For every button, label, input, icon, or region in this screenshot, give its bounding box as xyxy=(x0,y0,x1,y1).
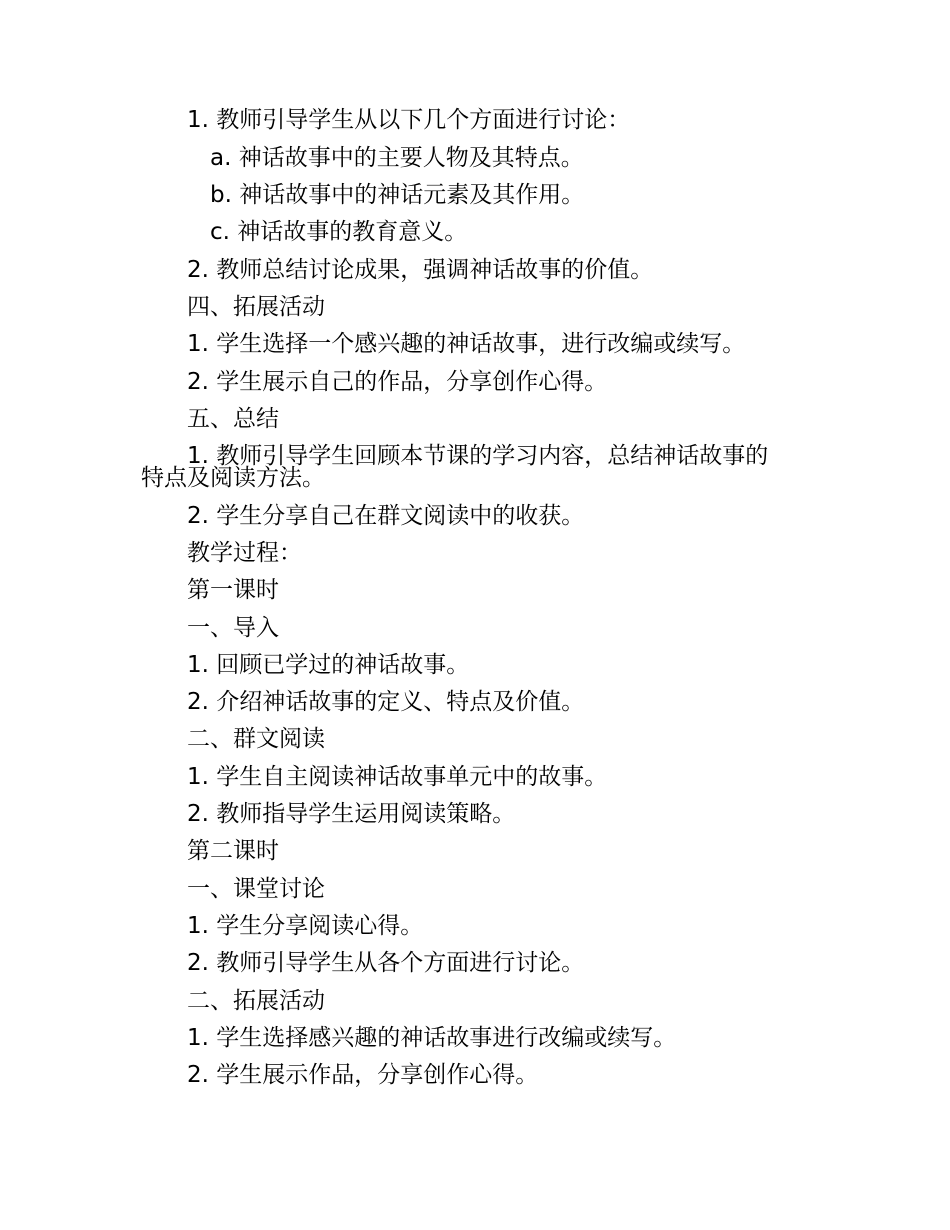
text-line: 1. 学生选择一个感兴趣的神话故事，进行改编或续写。 xyxy=(187,331,746,357)
text-line: 1. 学生自主阅读神话故事单元中的故事。 xyxy=(187,764,608,790)
text-line: 2. 学生分享自己在群文阅读中的收获。 xyxy=(187,503,585,529)
text-line: c. 神话故事的教育意义。 xyxy=(210,219,468,245)
section-heading: 二、群文阅读 xyxy=(187,726,325,752)
section-heading: 二、拓展活动 xyxy=(187,988,325,1014)
text-line: 1. 学生分享阅读心得。 xyxy=(187,913,424,939)
text-line-continuation: 特点及阅读方法。 xyxy=(141,465,325,491)
text-line: 1. 学生选择感兴趣的神话故事进行改编或续写。 xyxy=(187,1025,677,1051)
section-heading: 四、拓展活动 xyxy=(187,294,325,320)
section-heading: 第二课时 xyxy=(187,838,279,864)
text-line: 1. 教师引导学生从以下几个方面进行讨论： xyxy=(187,107,631,133)
text-line: 1. 回顾已学过的神话故事。 xyxy=(187,652,470,678)
section-heading: 五、总结 xyxy=(187,406,279,432)
section-heading: 教学过程： xyxy=(187,540,302,566)
text-line: a. 神话故事中的主要人物及其特点。 xyxy=(210,145,584,171)
text-line: 2. 学生展示自己的作品，分享创作心得。 xyxy=(187,369,608,395)
text-line: 2. 教师引导学生从各个方面进行讨论。 xyxy=(187,950,585,976)
section-heading: 一、课堂讨论 xyxy=(187,876,325,902)
section-heading: 第一课时 xyxy=(187,577,279,603)
text-line: 2. 学生展示作品，分享创作心得。 xyxy=(187,1062,539,1088)
text-line: 2. 教师总结讨论成果，强调神话故事的价值。 xyxy=(187,257,654,283)
text-line: 2. 教师指导学生运用阅读策略。 xyxy=(187,801,516,827)
text-line: 1. 教师引导学生回顾本节课的学习内容，总结神话故事的 xyxy=(187,443,769,469)
section-heading: 一、导入 xyxy=(187,615,279,641)
text-line: b. 神话故事中的神话元素及其作用。 xyxy=(210,182,585,208)
text-line: 2. 介绍神话故事的定义、特点及价值。 xyxy=(187,689,585,715)
